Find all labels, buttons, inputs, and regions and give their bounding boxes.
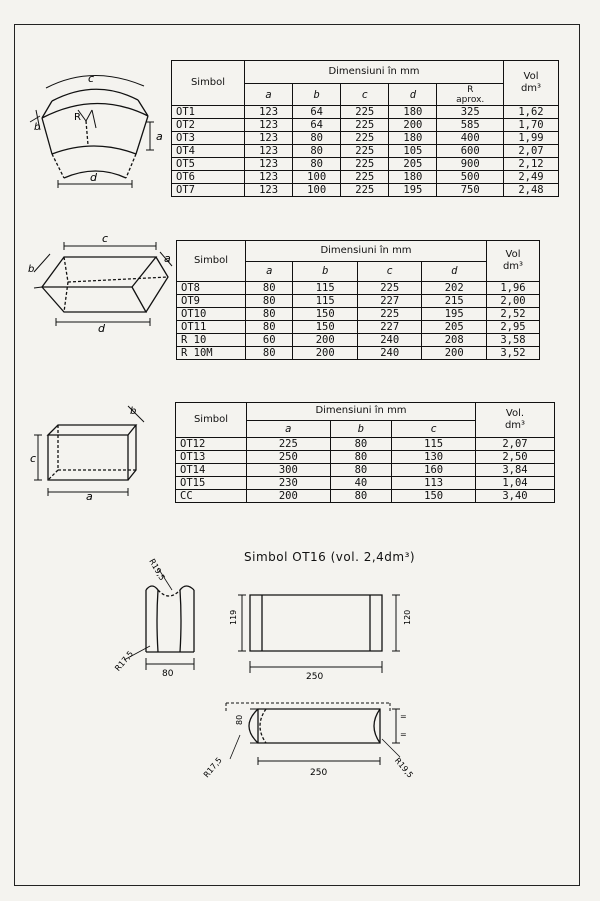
arch-brick-drawing: [26, 70, 166, 200]
fig3-label-a: a: [86, 490, 93, 503]
fig1-label-r: R: [74, 112, 81, 123]
table-row: [177, 334, 540, 347]
row-value: 80: [246, 347, 293, 360]
t2-group-header: Dimensiuni în mm: [246, 241, 487, 262]
row-volume: 2,07: [504, 145, 559, 158]
row-symbol: R 10: [177, 334, 246, 347]
t2-body: [177, 282, 540, 360]
row-value: 325: [437, 106, 504, 119]
row-symbol: OT3: [172, 132, 245, 145]
row-volume: 1,96: [487, 282, 540, 295]
row-value: 600: [437, 145, 504, 158]
row-symbol: OT1: [172, 106, 245, 119]
table-row: [177, 308, 540, 321]
row-value: 80: [246, 308, 293, 321]
row-value: 300: [247, 464, 331, 477]
row-volume: 1,62: [504, 106, 559, 119]
table-ot1-ot7: [171, 60, 559, 197]
t1-col-r: R aprox.: [437, 84, 504, 106]
row-value: 150: [293, 308, 357, 321]
t1-col-a: a: [245, 84, 293, 106]
table-row: [172, 171, 559, 184]
row-value: 230: [247, 477, 331, 490]
row-symbol: OT4: [172, 145, 245, 158]
row-value: 80: [246, 295, 293, 308]
ot16-side-width: 80: [162, 669, 174, 679]
table-row: [172, 145, 559, 158]
row-value: 160: [392, 464, 476, 477]
row-value: 180: [389, 106, 437, 119]
row-value: 113: [392, 477, 476, 490]
row-value: 123: [245, 106, 293, 119]
t2-col-d: d: [422, 261, 487, 282]
row-value: 225: [247, 438, 331, 451]
row-value: 225: [341, 184, 389, 197]
row-symbol: OT6: [172, 171, 245, 184]
ot16-side-r-top: R19,5: [147, 557, 167, 583]
row-value: 585: [437, 119, 504, 132]
row-symbol: OT7: [172, 184, 245, 197]
fig2-label-c: c: [102, 232, 109, 245]
ot16-bottom-r-left: R17,5: [201, 755, 224, 780]
ot16-side-view: [110, 557, 210, 680]
table-ot8-r10m: [176, 240, 540, 360]
row-value: 123: [245, 145, 293, 158]
row-value: 227: [357, 321, 421, 334]
table-row: [176, 477, 555, 490]
row-value: 195: [422, 308, 487, 321]
row-value: 80: [246, 321, 293, 334]
row-symbol: OT10: [177, 308, 246, 321]
row-volume: 2,95: [487, 321, 540, 334]
row-value: 100: [293, 171, 341, 184]
row-value: 115: [293, 282, 357, 295]
fig2-label-a: a: [164, 252, 171, 265]
row-volume: 1,04: [476, 477, 555, 490]
ot16-bottom-inner-top: =: [400, 712, 407, 721]
fig3-label-b: b: [130, 406, 137, 417]
t3-vol-header: Vol. dm³: [476, 403, 555, 438]
row-value: 115: [392, 438, 476, 451]
fig1-label-a: a: [156, 130, 163, 143]
row-volume: 3,58: [487, 334, 540, 347]
row-value: 500: [437, 171, 504, 184]
row-volume: 2,52: [487, 308, 540, 321]
row-value: 100: [293, 184, 341, 197]
row-value: 150: [392, 490, 476, 503]
fig1-label-d: d: [90, 171, 97, 184]
fig2-label-d: d: [98, 322, 105, 335]
row-symbol: OT2: [172, 119, 245, 132]
row-volume: 2,50: [476, 451, 555, 464]
row-value: 900: [437, 158, 504, 171]
row-value: 80: [293, 158, 341, 171]
row-symbol: OT8: [177, 282, 246, 295]
row-value: 115: [293, 295, 357, 308]
table-row: [177, 282, 540, 295]
row-value: 123: [245, 132, 293, 145]
t1-col-b: b: [293, 84, 341, 106]
ot16-bottom-inner-bottom: =: [400, 730, 407, 739]
row-value: 60: [246, 334, 293, 347]
row-volume: 3,40: [476, 490, 555, 503]
table-row: [176, 464, 555, 477]
row-value: 215: [422, 295, 487, 308]
t2-col-b: b: [293, 261, 357, 282]
row-value: 180: [389, 132, 437, 145]
t1-vol-header: Vol dm³: [504, 61, 559, 106]
row-symbol: OT14: [176, 464, 247, 477]
t3-col-c: c: [392, 420, 476, 438]
ot16-front-view: [220, 575, 420, 685]
row-value: 240: [357, 334, 421, 347]
row-value: 240: [357, 347, 421, 360]
row-value: 200: [293, 347, 357, 360]
row-value: 64: [293, 119, 341, 132]
fig3-label-c: c: [30, 452, 37, 465]
table-row: [177, 347, 540, 360]
ot16-bottom-r-right: R19,5: [392, 756, 415, 780]
table-row: [176, 451, 555, 464]
row-value: 225: [341, 158, 389, 171]
t1-col-d: d: [389, 84, 437, 106]
table-row: [172, 158, 559, 171]
t3-symbol-header: Simbol: [176, 403, 247, 438]
row-value: 208: [422, 334, 487, 347]
row-volume: 3,84: [476, 464, 555, 477]
row-volume: 1,99: [504, 132, 559, 145]
t3-col-b: b: [330, 420, 392, 438]
row-symbol: CC: [176, 490, 247, 503]
row-value: 225: [357, 308, 421, 321]
row-value: 200: [293, 334, 357, 347]
row-value: 200: [422, 347, 487, 360]
row-value: 123: [245, 158, 293, 171]
row-value: 80: [293, 145, 341, 158]
row-symbol: OT12: [176, 438, 247, 451]
row-volume: 2,48: [504, 184, 559, 197]
row-symbol: OT15: [176, 477, 247, 490]
table-ot12-cc: [175, 402, 555, 503]
table-row: [176, 490, 555, 503]
ot16-front-width: 250: [306, 672, 324, 682]
row-value: 150: [293, 321, 357, 334]
ot16-title: Simbol OT16 (vol. 2,4dm³): [244, 550, 416, 564]
row-value: 123: [245, 171, 293, 184]
row-volume: 2,49: [504, 171, 559, 184]
t1-body: [172, 106, 559, 197]
ot16-bottom-height: 80: [235, 714, 244, 725]
t3-col-a: a: [247, 420, 331, 438]
table-row: [172, 106, 559, 119]
table-row: [172, 119, 559, 132]
row-value: 225: [341, 119, 389, 132]
row-value: 130: [392, 451, 476, 464]
row-value: 200: [389, 119, 437, 132]
row-value: 227: [357, 295, 421, 308]
t3-body: [176, 438, 555, 503]
table-row: [177, 321, 540, 334]
row-symbol: OT13: [176, 451, 247, 464]
row-value: 205: [422, 321, 487, 334]
row-value: 225: [357, 282, 421, 295]
t3-group-header: Dimensiuni în mm: [247, 403, 476, 421]
row-value: 80: [330, 451, 392, 464]
row-value: 225: [341, 145, 389, 158]
table-row: [176, 438, 555, 451]
fig2-label-b: b: [28, 264, 35, 275]
row-value: 40: [330, 477, 392, 490]
row-symbol: OT11: [177, 321, 246, 334]
row-value: 750: [437, 184, 504, 197]
row-value: 202: [422, 282, 487, 295]
t2-col-c: c: [357, 261, 421, 282]
ot16-bottom-width: 250: [310, 768, 328, 778]
row-value: 80: [330, 438, 392, 451]
row-value: 64: [293, 106, 341, 119]
row-volume: 2,00: [487, 295, 540, 308]
row-volume: 2,07: [476, 438, 555, 451]
row-value: 400: [437, 132, 504, 145]
ot16-side-r-bottom: R17,5: [113, 649, 136, 673]
table-row: [172, 132, 559, 145]
row-value: 250: [247, 451, 331, 464]
row-value: 225: [341, 132, 389, 145]
row-value: 80: [330, 464, 392, 477]
row-value: 123: [245, 184, 293, 197]
row-value: 225: [341, 171, 389, 184]
row-value: 195: [389, 184, 437, 197]
t1-group-header: Dimensiuni în mm: [245, 61, 504, 84]
row-value: 105: [389, 145, 437, 158]
ot16-front-height-right: 120: [403, 609, 412, 625]
t2-col-a: a: [246, 261, 293, 282]
row-value: 123: [245, 119, 293, 132]
row-symbol: OT9: [177, 295, 246, 308]
row-value: 80: [246, 282, 293, 295]
t2-symbol-header: Simbol: [177, 241, 246, 282]
row-value: 205: [389, 158, 437, 171]
row-volume: 2,12: [504, 158, 559, 171]
row-value: 80: [293, 132, 341, 145]
t2-vol-header: Vol dm³: [487, 241, 540, 282]
t1-col-c: c: [341, 84, 389, 106]
fig1-label-b: b: [34, 122, 41, 133]
table-row: [172, 184, 559, 197]
t1-symbol-header: Simbol: [172, 61, 245, 106]
ot16-bottom-view: [200, 695, 440, 795]
row-symbol: R 10M: [177, 347, 246, 360]
row-symbol: OT5: [172, 158, 245, 171]
rect-brick-drawing: [26, 400, 156, 503]
row-volume: 3,52: [487, 347, 540, 360]
row-volume: 1,70: [504, 119, 559, 132]
row-value: 180: [389, 171, 437, 184]
row-value: 225: [341, 106, 389, 119]
ot16-front-height-left: 119: [229, 609, 238, 625]
row-value: 80: [330, 490, 392, 503]
row-value: 200: [247, 490, 331, 503]
wedge-brick-drawing: [26, 232, 176, 335]
fig1-label-c: c: [88, 72, 95, 85]
table-row: [177, 295, 540, 308]
